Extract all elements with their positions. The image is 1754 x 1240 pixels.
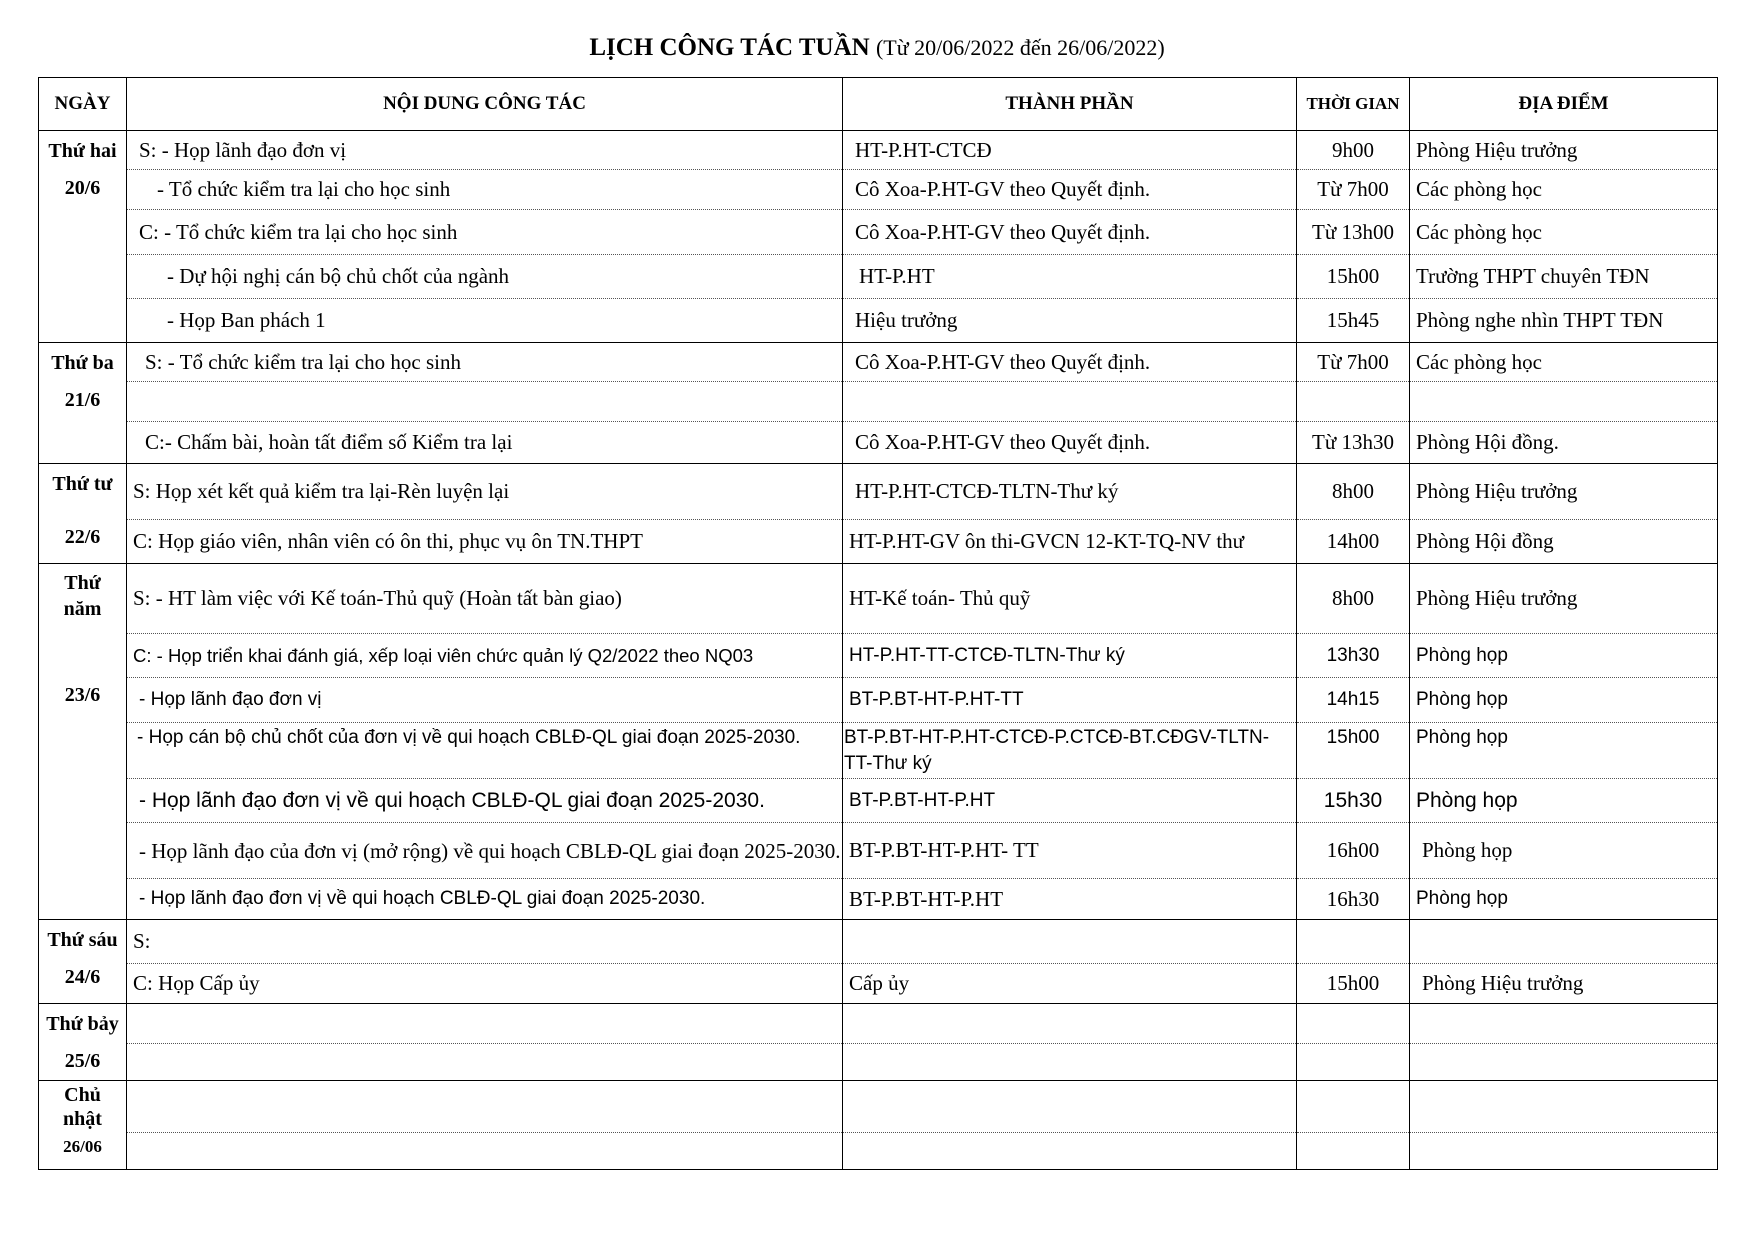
table-row [39,255,1718,299]
place-cell: Phòng Hội đồng [1410,520,1718,564]
content-cell: - Họp cán bộ chủ chốt của đơn vị về qui hoạch CBLĐ-QL giai đoạn 2025-2030. [127,723,843,779]
table-row [39,299,1718,343]
time-cell: 8h00 [1297,564,1410,634]
place-cell [1410,1081,1718,1133]
content-cell: S: [127,920,843,964]
place-cell: Phòng Hiệu trưởng [1410,131,1718,170]
place-cell [1410,1044,1718,1081]
table-row [39,1044,1718,1081]
place-cell: Các phòng học [1410,210,1718,255]
place-cell [1410,1004,1718,1044]
members-cell: BT-P.BT-HT-P.HT [843,779,1297,823]
members-cell: HT-P.HT-TT-CTCĐ-TLTN-Thư ký [843,634,1297,678]
header-row [39,78,1718,131]
time-cell: 15h45 [1297,299,1410,343]
time-cell [1297,1133,1410,1170]
content-cell [127,1004,843,1044]
place-cell: Phòng Hiệu trưởng [1410,464,1718,520]
time-cell: 15h00 [1297,964,1410,1004]
members-cell: Cấp ủy [843,964,1297,1004]
table-row [39,131,1718,170]
time-cell: Từ 13h00 [1297,210,1410,255]
members-cell: Cô Xoa-P.HT-GV theo Quyết định. [843,210,1297,255]
place-cell: Phòng họp [1410,823,1718,879]
members-cell: HT-Kế toán- Thủ quỹ [843,564,1297,634]
table-row [39,779,1718,823]
content-cell [127,823,843,879]
content-cell: C: - Họp triển khai đánh giá, xếp loại viên chức quản lý Q2/2022 theo NQ03 [127,634,843,678]
table-row [39,464,1718,520]
members-cell: HT-P.HT-CTCĐ [843,131,1297,170]
place-cell: Phòng họp [1410,634,1718,678]
table-row [39,422,1718,464]
day-name: Thứ sáu [47,929,118,951]
time-cell: 15h00 [1297,723,1410,779]
content-cell [127,1081,843,1133]
time-cell: 14h00 [1297,520,1410,564]
table-row [39,564,1718,634]
place-cell: Phòng họp [1410,879,1718,920]
members-cell: HT-P.HT-GV ôn thi-GVCN 12-KT-TQ-NV thư [843,520,1297,564]
day-name: Thứ năm [63,572,102,620]
table-row [39,210,1718,255]
content-cell [127,1044,843,1081]
time-cell: Từ 7h00 [1297,170,1410,210]
members-cell [843,1044,1297,1081]
day-date: 25/6 [64,1050,101,1072]
members-cell: BT-P.BT-HT-P.HT- TT [843,823,1297,879]
place-cell: Phòng Hội đồng. [1410,422,1718,464]
time-cell: 16h30 [1297,879,1410,920]
title-main: LỊCH CÔNG TÁC TUẦN [589,34,870,61]
content-cell: S: Họp xét kết quả kiểm tra lại-Rèn luyện lại [127,464,843,520]
time-cell: 13h30 [1297,634,1410,678]
time-cell: Từ 13h30 [1297,422,1410,464]
members-cell: Hiệu trưởng [843,299,1297,343]
place-cell: Phòng Hiệu trưởng [1410,564,1718,634]
title-date-range: (Từ 20/06/2022 đến 26/06/2022) [875,35,1165,60]
table-row [39,920,1718,964]
content-cell: - Họp lãnh đạo đơn vị [127,678,843,723]
members-cell: BT-P.BT-HT-P.HT-CTCĐ-P.CTCĐ-BT.CĐGV-TLTN-TT-Thư ký [843,723,1297,779]
time-cell: 9h00 [1297,131,1410,170]
day-cell [39,1004,127,1081]
time-cell: 8h00 [1297,464,1410,520]
table-row [39,343,1718,382]
time-cell: Từ 7h00 [1297,343,1410,382]
content-cell: C:- Chấm bài, hoàn tất điểm số Kiểm tra lại [127,422,843,464]
members-cell: BT-P.BT-HT-P.HT-TT [843,678,1297,723]
content-cell [127,1133,843,1170]
content-cell: - Họp Ban phách 1 [127,299,843,343]
place-cell: Các phòng học [1410,343,1718,382]
day-cell [39,464,127,564]
day-name: Thứ hai [48,140,117,162]
time-cell: 15h00 [1297,255,1410,299]
time-cell: 16h00 [1297,823,1410,879]
members-cell [843,382,1297,422]
place-cell: Phòng họp [1410,678,1718,723]
weekly-schedule-table [38,77,1718,1170]
day-date: 22/6 [64,526,101,548]
content-cell: - Họp lãnh đạo đơn vị về qui hoạch CBLĐ-QL giai đoạn 2025-2030. [127,879,843,920]
content-text: - Họp lãnh đạo của đơn vị (mở rộng) về qui hoạch CBLĐ-QL giai đoạn 2025-2030. [139,838,841,863]
day-date: 23/6 [64,684,101,706]
members-cell: BT-P.BT-HT-P.HT [843,879,1297,920]
place-cell [1410,1133,1718,1170]
day-name: Thứ tư [52,473,113,495]
day-cell [39,131,127,343]
header-day: NGÀY [39,78,127,131]
header-place: ĐỊA ĐIỂM [1410,78,1718,131]
content-cell: S: - Tổ chức kiểm tra lại cho học sinh [127,343,843,382]
place-cell [1410,382,1718,422]
content-cell: - Họp lãnh đạo đơn vị về qui hoạch CBLĐ-QL giai đoạn 2025-2030. [127,779,843,823]
header-content: NỘI DUNG CÔNG TÁC [127,78,843,131]
time-cell: 15h30 [1297,779,1410,823]
table-row [39,170,1718,210]
day-name: Chủ nhật [63,1084,102,1130]
day-date: 20/6 [64,177,101,199]
day-date: 21/6 [64,389,101,411]
members-cell [843,1081,1297,1133]
content-cell: C: - Tổ chức kiểm tra lại cho học sinh [127,210,843,255]
day-date: 26/06 [63,1137,102,1156]
time-cell [1297,920,1410,964]
members-cell: HT-P.HT-CTCĐ-TLTN-Thư ký [843,464,1297,520]
content-cell: S: - HT làm việc với Kế toán-Thủ quỹ (Hoàn tất bàn giao) [127,564,843,634]
members-cell: Cô Xoa-P.HT-GV theo Quyết định. [843,170,1297,210]
members-cell [843,1133,1297,1170]
place-cell: Phòng họp [1410,723,1718,779]
header-members: THÀNH PHẦN [843,78,1297,131]
time-cell [1297,1044,1410,1081]
header-time: THỜI GIAN [1297,78,1410,131]
table-row [39,1081,1718,1133]
place-cell: Phòng Hiệu trưởng [1410,964,1718,1004]
members-cell: Cô Xoa-P.HT-GV theo Quyết định. [843,343,1297,382]
members-cell [843,1004,1297,1044]
place-cell: Các phòng học [1410,170,1718,210]
place-cell: Phòng nghe nhìn THPT TĐN [1410,299,1718,343]
content-cell: - Dự hội nghị cán bộ chủ chốt của ngành [127,255,843,299]
table-row [39,634,1718,678]
place-cell: Phòng họp [1410,779,1718,823]
content-cell [127,382,843,422]
table-row [39,520,1718,564]
table-row [39,723,1718,779]
members-cell [843,920,1297,964]
content-cell: C: Họp giáo viên, nhân viên có ôn thi, phục vụ ôn TN.THPT [127,520,843,564]
content-cell: S: - Họp lãnh đạo đơn vị [127,131,843,170]
table-row [39,879,1718,920]
place-cell [1410,920,1718,964]
page-title [0,34,1754,62]
content-cell: - Tổ chức kiểm tra lại cho học sinh [127,170,843,210]
table-row [39,382,1718,422]
day-cell [39,564,127,920]
table-row [39,1004,1718,1044]
day-date: 24/6 [64,966,101,988]
members-cell: Cô Xoa-P.HT-GV theo Quyết định. [843,422,1297,464]
day-name: Thứ ba [51,352,114,374]
day-cell [39,1081,127,1170]
day-name: Thứ bảy [46,1013,119,1035]
time-cell [1297,1081,1410,1133]
time-cell [1297,1004,1410,1044]
time-cell: 14h15 [1297,678,1410,723]
place-cell: Trường THPT chuyên TĐN [1410,255,1718,299]
table-row [39,1133,1718,1170]
day-cell [39,920,127,1004]
day-cell [39,343,127,464]
members-cell: HT-P.HT [843,255,1297,299]
table-row [39,678,1718,723]
time-cell [1297,382,1410,422]
content-cell: C: Họp Cấp ủy [127,964,843,1004]
table-row [39,823,1718,879]
table-row [39,964,1718,1004]
